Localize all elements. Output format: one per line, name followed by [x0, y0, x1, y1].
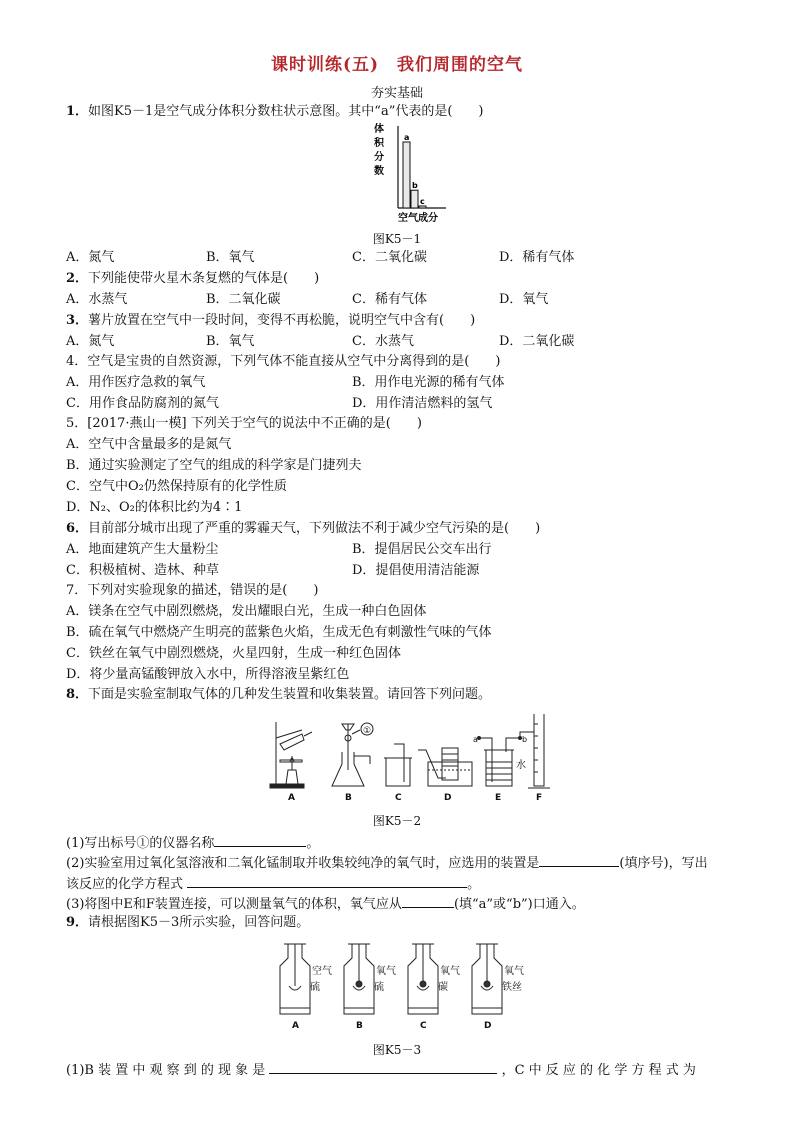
mark-water: 水 [516, 760, 526, 771]
question-stem: 请根据图K5－3所示实验，回答问题。 [88, 915, 310, 930]
q2-option-c[interactable]: C．稀有气体 [352, 292, 427, 307]
apparatus-label-d: D [444, 793, 452, 803]
question-1 [66, 103, 484, 121]
question-9 [66, 914, 309, 932]
combustion-figure-k5-3 [270, 938, 526, 1034]
apparatus-label-b: B [345, 793, 352, 803]
question-3 [66, 312, 475, 330]
question-2 [66, 270, 319, 288]
bar-c [419, 206, 426, 208]
q5-option-b[interactable]: B．通过实验测定了空气的组成的科学家是门捷列夫 [66, 458, 362, 473]
q4-option-d[interactable]: D．用作清洁燃料的氢气 [352, 396, 493, 411]
bottle-substance-label: 硫 [310, 982, 320, 993]
q6-option-b[interactable]: B．提倡居民公交车出行 [352, 542, 492, 557]
q2-option-a[interactable]: A．水蒸气 [66, 292, 128, 307]
mark-circle-1: ① [363, 726, 372, 736]
answer-blank[interactable] [187, 874, 467, 888]
q9-part-1-text: (1)B 装 置 中 观 察 到 的 现 象 是 [66, 1063, 266, 1078]
q3-option-b[interactable]: B．氧气 [206, 334, 255, 349]
page-title: 课时训练(五) 我们周围的空气 [270, 55, 524, 75]
bottle-gas-label: 氧气 [440, 966, 460, 977]
question-6 [66, 520, 540, 538]
q6-option-a[interactable]: A．地面建筑产生大量粉尘 [66, 542, 219, 557]
answer-blank[interactable] [214, 833, 306, 847]
mark-b: b [522, 735, 528, 744]
q8-part-2-equation-text: 该反应的化学方程式 [66, 877, 184, 892]
q4-option-a[interactable]: A．用作医疗急救的氧气 [66, 375, 206, 390]
q8-part-1-end: 。 [306, 836, 320, 851]
q2-option-d[interactable]: D．氧气 [499, 292, 549, 307]
apparatus-d [418, 748, 472, 786]
question-number: 6． [66, 521, 89, 536]
q3-option-d[interactable]: D．二氧化碳 [499, 334, 575, 349]
question-5: 5．[2017·燕山一模] 下列关于空气的说法中不正确的是( ) [66, 416, 422, 431]
question-number: 1． [66, 104, 89, 119]
q7-option-a[interactable]: A．镁条在空气中剧烈燃烧，发出耀眼白光，生成一种白色固体 [66, 604, 427, 619]
q2-option-b[interactable]: B．二氧化碳 [206, 292, 281, 307]
answer-blank[interactable] [269, 1060, 497, 1074]
q4-option-b[interactable]: B．用作电光源的稀有气体 [352, 375, 505, 390]
question-4: 4．空气是宝贵的自然资源，下列气体不能直接从空气中分离得到的是( ) [66, 354, 501, 369]
bottle-letter-label: B [356, 1021, 363, 1031]
question-8 [66, 686, 491, 704]
q9-part-1-text-end: ，C 中 反 应 的 化 学 方 程 式 为 [501, 1063, 696, 1078]
bottle-letter-label: D [484, 1021, 492, 1031]
bar-label-a: a [404, 133, 410, 142]
answer-blank[interactable] [539, 853, 619, 867]
q8-part-1-text: (1)写出标号①的仪器名称 [66, 836, 215, 851]
q6-option-c[interactable]: C．积极植树、造林、种草 [66, 563, 219, 578]
q3-option-a[interactable]: A．氮气 [66, 334, 115, 349]
q5-option-d[interactable]: D．N₂、O₂的体积比约为4∶1 [66, 500, 243, 515]
burning-sample [356, 981, 362, 987]
answer-blank[interactable] [402, 894, 454, 908]
q8-part-1 [66, 833, 319, 853]
q5-option-a[interactable]: A．空气中含量最多的是氮气 [66, 437, 232, 452]
q7-option-d[interactable]: D．将少量高锰酸钾放入水中，所得溶液呈紫红色 [66, 667, 350, 682]
q5-option-c[interactable]: C．空气中O₂仍然保持原有的化学性质 [66, 479, 287, 494]
bar-label-b: b [412, 181, 418, 191]
q8-part-3-text: (3)将图中E和F装置连接，可以测量氧气的体积，氧气应从 [66, 897, 402, 912]
apparatus-a [270, 722, 312, 788]
bar-b [411, 190, 418, 208]
chart-ylabel-3: 分 [374, 152, 384, 163]
question-stem: 薯片放置在空气中一段时间，变得不再松脆，说明空气中含有( ) [88, 313, 476, 328]
bottle-gas-label: 氧气 [504, 966, 524, 977]
question-stem: 如图K5－1是空气成分体积分数柱状示意图。其中“a”代表的是( ) [88, 104, 484, 119]
q8-part-2 [66, 853, 708, 873]
combustion-spoon [289, 986, 301, 990]
q8-part-2-end: (填序号)，写出 [619, 856, 708, 871]
apparatus-f [528, 714, 550, 788]
q7-option-c[interactable]: C．铁丝在氧气中剧烈燃烧，火星四射，生成一种红色固体 [66, 646, 401, 661]
bottle-gas-label: 氧气 [376, 966, 396, 977]
q1-option-c[interactable]: C．二氧化碳 [352, 250, 427, 265]
burning-sample [484, 981, 490, 987]
chart-ylabel-1: 体 [374, 124, 384, 135]
question-number: 2． [66, 271, 89, 286]
bottle-substance-label: 铁丝 [502, 982, 522, 993]
bar-label-c: c [420, 197, 425, 206]
apparatus-c [384, 744, 412, 786]
q3-option-c[interactable]: C．水蒸气 [352, 334, 414, 349]
bar-a [403, 142, 410, 208]
figure-caption-k5-3: 图K5－3 [372, 1043, 422, 1057]
bottle-substance-label: 硫 [374, 982, 384, 993]
q7-option-b[interactable]: B．硫在氧气中燃烧产生明亮的蓝紫色火焰，生成无色有刺激性气味的气体 [66, 625, 492, 640]
q8-part-2-equation [66, 874, 480, 894]
q1-option-b[interactable]: B．氧气 [206, 250, 255, 265]
bottle-letter-label: C [420, 1021, 427, 1031]
q1-option-d[interactable]: D．稀有气体 [499, 250, 575, 265]
chart-xlabel: 空气成分 [398, 213, 438, 224]
apparatus-label-c: C [395, 793, 402, 803]
q8-part-2-text: (2)实验室用过氧化氢溶液和二氧化锰制取并收集较纯净的氧气时，应选用的装置是 [66, 856, 540, 871]
question-stem: 目前部分城市出现了严重的雾霾天气，下列做法不利于减少空气污染的是( ) [88, 521, 541, 536]
question-stem: 下列能使带火星木条复燃的气体是( ) [88, 271, 320, 286]
question-stem: 下面是实验室制取气体的几种发生装置和收集装置。请回答下列问题。 [88, 687, 492, 702]
question-7: 7．下列对实验现象的描述，错误的是( ) [66, 583, 319, 598]
q8-part-3-end: (填“a”或“b”)口通入。 [453, 897, 585, 912]
question-number: 9． [66, 915, 89, 930]
apparatus-label-f: F [536, 793, 543, 803]
question-number: 3． [66, 313, 89, 328]
apparatus-label-e: E [495, 793, 502, 803]
bottle-letter-label: A [292, 1021, 299, 1031]
section-heading: 夯实基础 [370, 86, 423, 101]
q8-part-2-equation-end: 。 [467, 877, 481, 892]
chart-ylabel-2: 积 [374, 138, 384, 149]
question-number: 8． [66, 687, 89, 702]
bottle-substance-label: 碳 [438, 982, 448, 993]
bar-chart-k5-1 [370, 122, 450, 230]
q6-option-d[interactable]: D．提倡使用清洁能源 [352, 563, 480, 578]
figure-caption-k5-1: 图K5－1 [372, 232, 422, 246]
figure-caption-k5-2: 图K5－2 [372, 814, 422, 828]
mark-a: a [473, 735, 478, 744]
q4-option-c[interactable]: C．用作食品防腐剂的氮气 [66, 396, 219, 411]
apparatus-figure-k5-2 [262, 708, 552, 804]
q9-part-1 [66, 1060, 756, 1080]
bottle-gas-label: 空气 [312, 966, 332, 977]
burning-sample [420, 981, 426, 987]
q1-option-a[interactable]: A．氮气 [66, 250, 115, 265]
apparatus-label-a: A [288, 793, 295, 803]
chart-ylabel-4: 数 [374, 166, 384, 177]
q8-part-3 [66, 894, 585, 914]
